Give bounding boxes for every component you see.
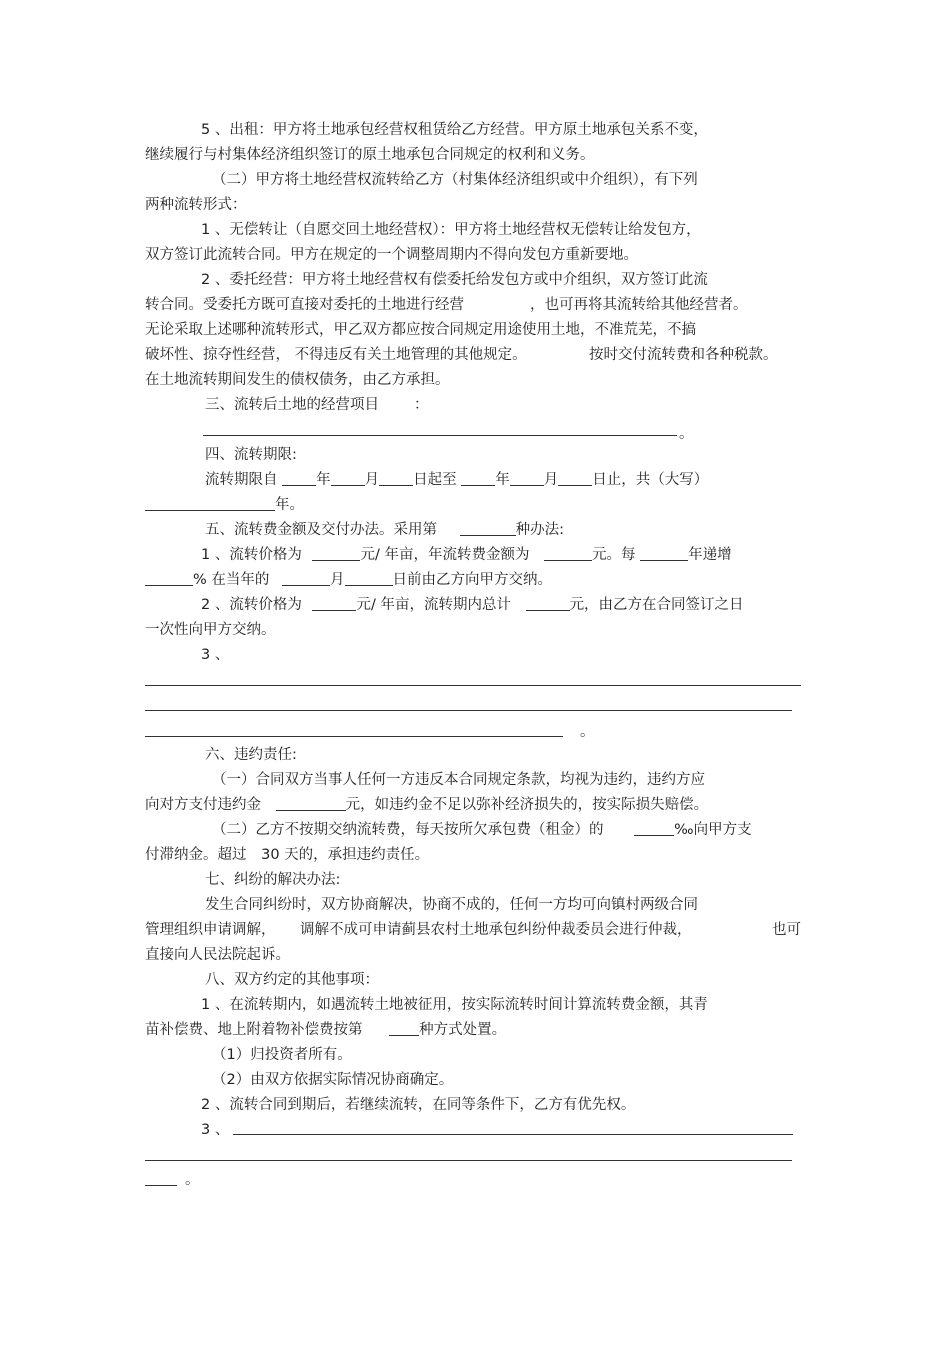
fee-method-1-e: % 在当年的 — [193, 572, 270, 588]
breach-clause-2-c: 付滞纳金。超过 — [145, 847, 247, 863]
fee-method-2 — [201, 595, 744, 615]
breach-clause-2-cont — [145, 845, 429, 865]
term-day-2: 日止，共（大写） — [592, 472, 709, 488]
clause-2-entrusted: 2 、委托经营：甲方将土地经营权有偿委托给发包方或中介组织，双方签订此流 — [201, 272, 708, 288]
fee-method-1-g: 日前由乙方向甲方交纳。 — [392, 572, 552, 588]
fee-method-1-b: 元/ 年亩，年流转费金额为 — [360, 547, 530, 563]
fee-method-1 — [201, 545, 732, 565]
other-clause-1-cont — [145, 1020, 506, 1040]
breach-clause-2-b: ‰向甲方支 — [674, 822, 752, 838]
clause-1-free-transfer-cont: 双方签订此流转合同。甲方在规定的一个调整周期内不得向发包方重新要地。 — [145, 247, 638, 263]
clause-2-entrusted-cont-a: 转合同。受委托方既可直接对委托的土地进行经营 — [145, 297, 464, 313]
clause-2-entrusted-cont-c: 无论采取上述哪种流转形式，甲乙双方都应按合同规定用途使用土地，不准荒芜，不搞 — [145, 322, 696, 338]
term-end-year-blank — [461, 471, 495, 486]
fee-method-2-a: 2 、流转价格为 — [201, 597, 302, 613]
payment-month-blank — [282, 571, 330, 586]
term-total-line — [145, 495, 304, 515]
breach-clause-1-a: 向对方支付违约金 — [145, 797, 261, 813]
price-per-mu-blank-1 — [312, 546, 360, 561]
clause-5-rental-cont: 继续履行与村集体经济组织签订的原土地承包合同规定的权利和义务。 — [145, 147, 595, 163]
breach-clause-2 — [212, 820, 752, 840]
section-7-heading: 七、纠纷的解决办法: — [205, 872, 341, 888]
term-day-1: 日起至 — [413, 472, 457, 488]
term-month-1: 月 — [364, 472, 380, 488]
clause-1-free-transfer: 1 、无偿转让（自愿交回土地经营权）：甲方将土地经营权无偿转让给发包方， — [201, 222, 701, 238]
clause-2-entrusted-cont-f: 在土地流转期间发生的债权债务，由乙方承担。 — [145, 372, 450, 388]
section-4-heading: 四、流转期限: — [205, 447, 297, 463]
fee-method-2-b: 元/ 年亩，流转期内总计 — [356, 597, 511, 613]
section-3-blank-line — [203, 435, 677, 436]
section-3-heading: 三、流转后土地的经营项目 — [205, 397, 379, 413]
other-clause-3: 3 、 — [201, 1122, 230, 1138]
other-clause-3-end: 。 — [185, 1172, 200, 1188]
clause-2-entrusted-cont-b: ，也可再将其流转给其他经营者。 — [530, 297, 748, 313]
term-start-month-blank — [331, 471, 365, 486]
section-8-heading: 八、双方约定的其他事项： — [205, 972, 379, 988]
annual-fee-blank — [544, 546, 592, 561]
fee-method-3-line-2 — [145, 710, 792, 711]
fee-method-1-f: 月 — [330, 572, 345, 588]
breach-clause-1: （一）合同双方当事人任何一方违反本合同规定条款，均视为违约，违约方应 — [212, 772, 705, 788]
increase-percent-blank — [145, 571, 193, 586]
other-clause-3-short-blank — [145, 1171, 177, 1186]
method-number-blank — [460, 521, 516, 536]
clause-2-entrusted-cont-d: 破坏性、掠夺性经营， 不得违反有关土地管理的其他规定。 — [145, 347, 527, 363]
term-month-2: 月 — [543, 472, 559, 488]
option-2: （2）由双方依据实际情况协商确定。 — [212, 1072, 454, 1088]
breach-clause-2-d: 30 天的，承担违约责任。 — [261, 847, 430, 863]
fee-method-3-line-1 — [145, 685, 801, 686]
other-clause-1: 1 、在流转期内，如遇流转土地被征用，按实际流转时间计算流转费金额，其青 — [201, 997, 708, 1013]
term-line — [205, 470, 708, 490]
term-year-2: 年 — [495, 472, 510, 488]
fee-method-2-cont: 一次性向甲方交纳。 — [145, 622, 276, 638]
term-start-day-blank — [379, 471, 413, 486]
section-2-heading: （二）甲方将土地经营权流转给乙方（村集体经济组织或中介组织），有下列 — [212, 172, 698, 188]
breach-clause-1-cont — [145, 795, 708, 815]
fee-method-1-cont — [145, 570, 552, 590]
fee-method-3-end: 。 — [580, 724, 595, 740]
fee-method-1-a: 1 、流转价格为 — [201, 547, 302, 563]
section-3-end: 。 — [679, 426, 694, 442]
dispute-clause: 发生合同纠纷时，双方协商解决，协商不成的，任何一方均可向镇村两级合同 — [205, 897, 698, 913]
section-5-heading-b: 种办法: — [515, 522, 564, 538]
section-3-colon: ： — [414, 397, 429, 413]
dispute-clause-cont-d: 直接向人民法院起诉。 — [145, 947, 290, 963]
term-start-year-blank — [282, 471, 316, 486]
fee-method-1-c: 元。每 — [592, 547, 636, 563]
term-total-blank — [145, 496, 275, 511]
total-fee-blank — [526, 596, 570, 611]
dispute-clause-cont-b: 调解不成可申请蓟县农村土地承包纠纷仲裁委员会进行仲裁， — [300, 922, 692, 938]
other-clause-3-end-line — [145, 1170, 200, 1190]
option-1: （1）归投资者所有。 — [212, 1047, 352, 1063]
clause-2-entrusted-cont-e: 按时交付流转费和各种税款。 — [589, 347, 778, 363]
section-5-heading-a: 五、流转费金额及交付办法。采用第 — [205, 522, 437, 538]
dispute-clause-cont-c: 也可 — [772, 922, 801, 938]
fee-method-3-line-3 — [145, 736, 563, 737]
increase-years-blank — [640, 546, 688, 561]
breach-clause-1-b: 元，如违约金不足以弥补经济损失的，按实际损失赔偿。 — [345, 797, 709, 813]
term-total-end: 年。 — [275, 497, 304, 513]
fee-method-3: 3 、 — [201, 647, 230, 663]
clause-5-rental: 5 、出租：甲方将土地承包经营权租赁给乙方经营。甲方原土地承包关系不变， — [201, 122, 708, 138]
price-per-mu-blank-2 — [312, 596, 356, 611]
term-end-day-blank — [558, 471, 592, 486]
payment-day-blank — [345, 571, 393, 586]
section-5-heading — [205, 520, 564, 540]
fee-method-1-d: 年递增 — [688, 547, 732, 563]
term-year-1: 年 — [316, 472, 331, 488]
term-from-label: 流转期限自 — [205, 472, 278, 488]
other-clause-1-b: 种方式处置。 — [419, 1022, 507, 1038]
other-clause-3-line-2 — [145, 1160, 792, 1161]
section-2-heading-cont: 两种流转形式： — [145, 197, 247, 213]
dispute-clause-cont-a: 管理组织申请调解， — [145, 922, 276, 938]
late-fee-rate-blank — [634, 821, 674, 836]
term-end-month-blank — [510, 471, 544, 486]
disposal-method-blank — [389, 1021, 419, 1036]
other-clause-3-line-1 — [233, 1134, 793, 1135]
section-6-heading: 六、违约责任: — [205, 747, 297, 763]
fee-method-2-c: 元，由乙方在合同签订之日 — [569, 597, 744, 613]
penalty-amount-blank — [276, 796, 346, 811]
breach-clause-2-a: （二）乙方不按期交纳流转费，每天按所欠承包费（租金）的 — [212, 822, 604, 838]
other-clause-2: 2 、流转合同到期后，若继续流转，在同等条件下，乙方有优先权。 — [201, 1097, 636, 1113]
other-clause-1-a: 苗补偿费、地上附着物补偿费按第 — [145, 1022, 363, 1038]
